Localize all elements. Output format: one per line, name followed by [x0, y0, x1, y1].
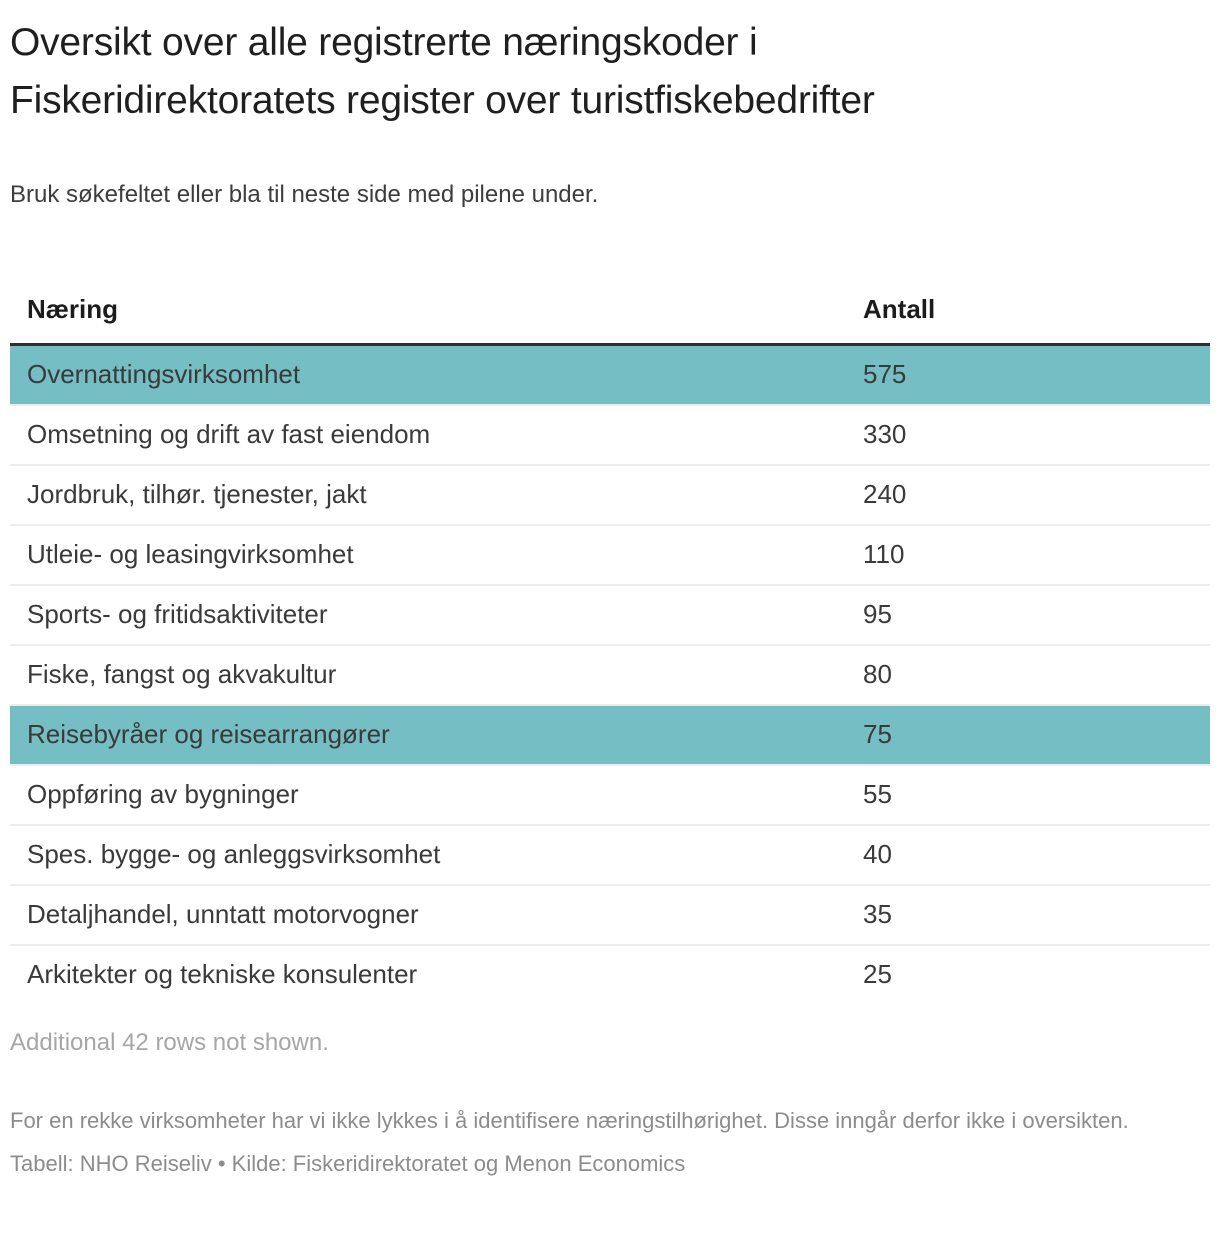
table-row — [10, 345, 1210, 406]
table-body — [10, 345, 1210, 1005]
naering-cell: Overnattingsvirksomhet — [10, 345, 863, 406]
page-title: Oversikt over alle registrerte næringskoder i Fiskeridirektoratets register over turistfiskebedrifter — [10, 21, 875, 122]
naering-cell: Fiske, fangst og akvakultur — [10, 645, 863, 705]
table-row — [10, 525, 1210, 585]
antall-cell: 110 — [863, 525, 1210, 585]
table-row — [10, 885, 1210, 945]
naering-cell: Detaljhandel, unntatt motorvogner — [10, 885, 863, 945]
table-header — [10, 294, 1210, 345]
table-row — [10, 765, 1210, 825]
table-row — [10, 645, 1210, 705]
antall-cell: 55 — [863, 765, 1210, 825]
table-row — [10, 825, 1210, 885]
antall-cell: 25 — [863, 959, 892, 989]
naering-cell: Utleie- og leasingvirksomhet — [10, 525, 863, 585]
naeringskoder-table — [10, 294, 1210, 1004]
table-row — [10, 465, 1210, 525]
naering-cell: Omsetning og drift av fast eiendom — [10, 405, 863, 465]
description-text: Bruk søkefeltet eller bla til neste side med pilene under. — [10, 181, 599, 208]
column-header-antall: Antall — [863, 294, 1210, 345]
antall-cell: 330 — [863, 405, 1210, 465]
naering-cell: Reisebyråer og reisearrangører — [10, 705, 863, 765]
table-row — [10, 585, 1210, 645]
naering-cell: Arkitekter og tekniske konsulenter — [27, 959, 418, 989]
antall-cell: 575 — [863, 345, 1210, 406]
column-header-naering: Næring — [10, 294, 863, 345]
antall-cell: 35 — [863, 885, 1210, 945]
table-row — [10, 405, 1210, 465]
antall-cell: 40 — [863, 825, 1210, 885]
table-row — [10, 945, 1210, 1004]
antall-cell: 75 — [863, 705, 1210, 765]
rows-not-shown-note: Additional 42 rows not shown. — [10, 1029, 329, 1056]
naering-cell: Sports- og fritidsaktiviteter — [10, 585, 863, 645]
antall-cell: 240 — [863, 465, 1210, 525]
header-row — [10, 294, 1210, 345]
source-attribution: Tabell: NHO Reiseliv • Kilde: Fiskeridirektoratet og Menon Economics — [10, 1151, 686, 1176]
antall-cell: 80 — [863, 645, 1210, 705]
naering-cell: Oppføring av bygninger — [10, 765, 863, 825]
antall-cell: 95 — [863, 585, 1210, 645]
footnote-text: For en rekke virksomheter har vi ikke lykkes i å identifisere næringstilhørighet. Disse inngår derfor ikke i oversikten. — [10, 1108, 1129, 1133]
naering-cell: Spes. bygge- og anleggsvirksomhet — [10, 825, 863, 885]
table-visualization — [0, 14, 1220, 1178]
table-row — [10, 705, 1210, 765]
naering-cell: Jordbruk, tilhør. tjenester, jakt — [10, 465, 863, 525]
